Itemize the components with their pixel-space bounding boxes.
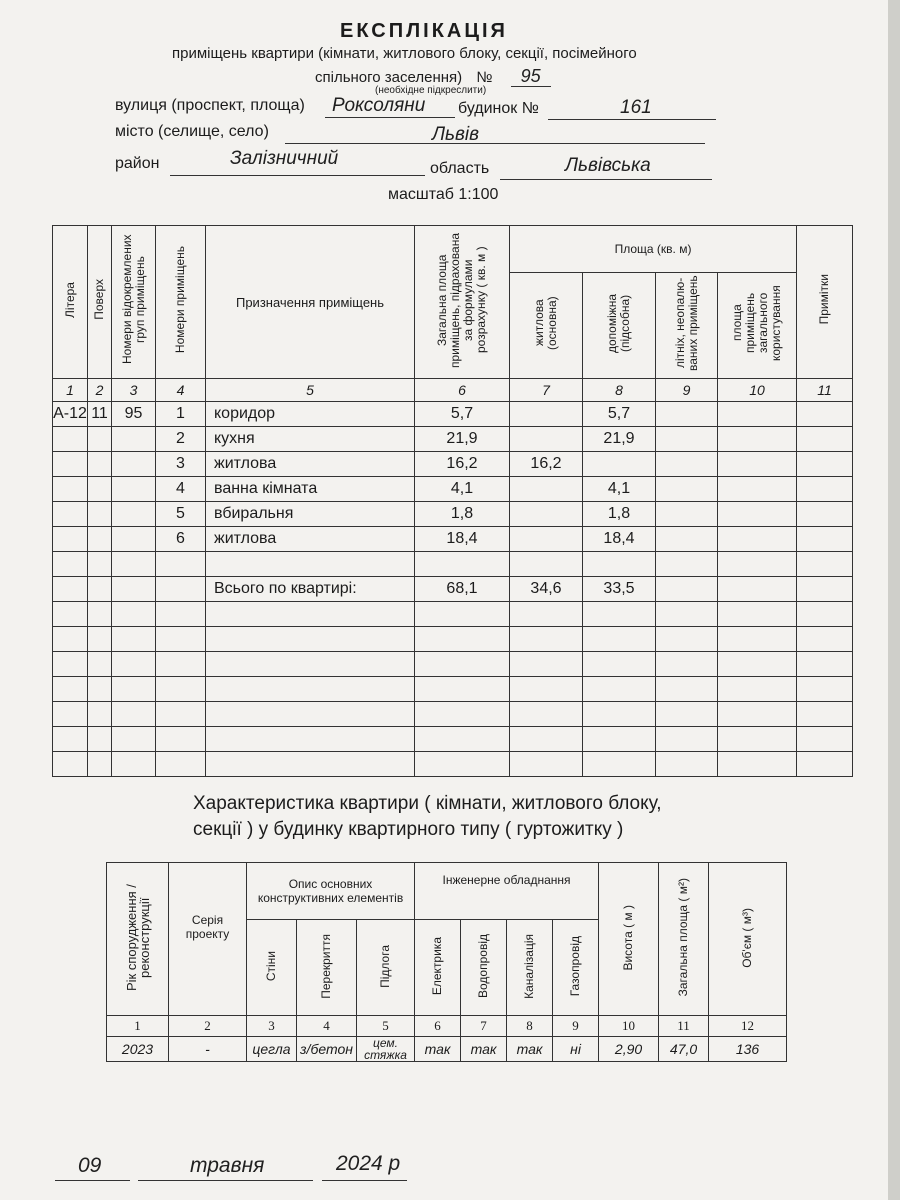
cell-group (112, 427, 156, 452)
col-num: 11 (797, 379, 853, 402)
cell-floor (88, 502, 112, 527)
table-cell (656, 677, 718, 702)
table-cell (415, 602, 510, 627)
cell-litera (53, 452, 88, 477)
header-walls: Стіни (247, 920, 297, 1016)
table-cell (88, 577, 112, 602)
table-cell (797, 477, 853, 502)
table-cell (797, 727, 853, 752)
table-cell (415, 752, 510, 777)
col-num: 3 (112, 379, 156, 402)
table-cell (797, 502, 853, 527)
header-gas: Газопровід (553, 920, 599, 1016)
cell-floor (88, 427, 112, 452)
explication-table (52, 225, 853, 777)
table2-values-row (107, 1037, 787, 1062)
header-living: житлова (основна) (510, 273, 583, 379)
table-cell (583, 752, 656, 777)
table-cell (656, 477, 718, 502)
header-common: площа приміщень загального користування (718, 273, 797, 379)
table-cell (206, 602, 415, 627)
header-auxiliary: допоміжна (підсобна) (583, 273, 656, 379)
cell-living: 16,2 (510, 452, 583, 477)
table-cell (510, 752, 583, 777)
table-cell (53, 552, 88, 577)
blank-row (53, 552, 853, 577)
building-value: 161 (620, 97, 652, 118)
table-cell (88, 552, 112, 577)
table-cell (797, 627, 853, 652)
blank-row (53, 752, 853, 777)
col-num: 2 (169, 1016, 247, 1037)
header-notes: Примітки (797, 226, 853, 379)
table-cell (206, 752, 415, 777)
header-structure-group: Опис основних конструктивних елементів (247, 863, 415, 920)
walls-value: цегла (247, 1037, 297, 1062)
table-cell (510, 552, 583, 577)
table-cell (656, 652, 718, 677)
city-value: Львів (432, 124, 480, 145)
table-cell (88, 727, 112, 752)
col-num: 4 (156, 379, 206, 402)
table-cell (415, 727, 510, 752)
table-cell (718, 627, 797, 652)
cell-num: 6 (156, 527, 206, 552)
cell-group (112, 527, 156, 552)
table-cell (718, 477, 797, 502)
col-num: 3 (247, 1016, 297, 1037)
table-cell (415, 552, 510, 577)
table-cell (718, 502, 797, 527)
table-cell (583, 552, 656, 577)
cell-aux: 1,8 (583, 502, 656, 527)
table-row (53, 452, 853, 477)
table-cell (797, 677, 853, 702)
cell-living (510, 427, 583, 452)
table-cell (718, 677, 797, 702)
cell-living (510, 477, 583, 502)
date-month: травня (190, 1154, 265, 1177)
total-living: 34,6 (510, 577, 583, 602)
table-cell (583, 702, 656, 727)
volume-value: 136 (709, 1037, 787, 1062)
header-room-numbers: Номери приміщень (156, 226, 206, 379)
table2-number-row (107, 1016, 787, 1037)
table-cell (112, 627, 156, 652)
col-num: 1 (53, 379, 88, 402)
date-year: 2024 р (336, 1152, 401, 1175)
header-sewer: Каналізація (507, 920, 553, 1016)
table-cell (112, 702, 156, 727)
table-cell (656, 602, 718, 627)
table-cell (797, 552, 853, 577)
header-purpose: Призначення приміщень (206, 226, 415, 379)
gas-value: ні (553, 1037, 599, 1062)
table-cell (718, 452, 797, 477)
table-cell (156, 727, 206, 752)
number-label: № (476, 69, 493, 86)
header-series: Серія проекту (169, 863, 247, 1016)
cell-group: 95 (112, 402, 156, 427)
street-value: Роксоляни (332, 95, 426, 116)
table-cell (510, 602, 583, 627)
cell-litera (53, 502, 88, 527)
header-area-group: Площа (кв. м) (510, 226, 797, 273)
cell-purpose: ванна кімната (206, 477, 415, 502)
region-value: Львівська (565, 155, 651, 176)
table-cell (88, 602, 112, 627)
header-engineering-group: Інженерне обладнання (415, 863, 599, 920)
table-cell (156, 577, 206, 602)
cell-aux: 5,7 (583, 402, 656, 427)
cell-living (510, 502, 583, 527)
sewer-value: так (507, 1037, 553, 1062)
col-num: 2 (88, 379, 112, 402)
col-num: 5 (357, 1016, 415, 1037)
floors-value: з/бетон (297, 1037, 357, 1062)
cell-num: 3 (156, 452, 206, 477)
header-line-1: приміщень квартири (кімнати, житлового блоку, секції, посімейного (172, 45, 637, 62)
total-aux: 33,5 (583, 577, 656, 602)
table-cell (415, 677, 510, 702)
underline-note: (необхідне підкреслити) (375, 85, 487, 96)
header-floors: Перекриття (297, 920, 357, 1016)
date-day-underline (55, 1180, 130, 1181)
table-cell (156, 752, 206, 777)
column-number-row (53, 379, 853, 402)
scale-label: масштаб 1:100 (388, 186, 499, 203)
document-title: ЕКСПЛІКАЦІЯ (340, 20, 508, 42)
table-cell (206, 677, 415, 702)
table-cell (112, 727, 156, 752)
col-num: 7 (461, 1016, 507, 1037)
cell-floor (88, 452, 112, 477)
table-cell (797, 752, 853, 777)
building-underline (548, 119, 716, 120)
table-cell (656, 727, 718, 752)
cell-group (112, 477, 156, 502)
table-cell (656, 402, 718, 427)
table-cell (206, 627, 415, 652)
table-cell (112, 652, 156, 677)
date-day: 09 (78, 1154, 102, 1177)
table-cell (656, 502, 718, 527)
table-cell (718, 702, 797, 727)
cell-litera (53, 527, 88, 552)
apartment-number: 95 (511, 66, 551, 87)
table-cell (718, 727, 797, 752)
cell-num: 5 (156, 502, 206, 527)
blank-row (53, 677, 853, 702)
characteristic-title-line-2: секції ) у будинку квартирного типу ( гуртожитку ) (193, 819, 624, 840)
header-water: Водопровід (461, 920, 507, 1016)
header-floor: Поверх (88, 226, 112, 379)
cell-num: 1 (156, 402, 206, 427)
series-value: - (169, 1037, 247, 1062)
cell-group (112, 502, 156, 527)
street-label: вулиця (проспект, площа) (115, 97, 305, 114)
blank-row (53, 702, 853, 727)
cell-aux: 21,9 (583, 427, 656, 452)
cell-total: 21,9 (415, 427, 510, 452)
table-cell (583, 602, 656, 627)
table-cell (656, 577, 718, 602)
table-cell (88, 752, 112, 777)
table-cell (156, 702, 206, 727)
table-cell (88, 677, 112, 702)
table-cell (656, 427, 718, 452)
district-label: район (115, 155, 160, 172)
table-cell (797, 527, 853, 552)
table-cell (583, 652, 656, 677)
header-volume: Об'єм ( м³) (709, 863, 787, 1016)
table-cell (718, 752, 797, 777)
header-total-area: Загальна площа приміщень, підрахована за формулами розрахунку ( кв. м ) (415, 226, 510, 379)
total-row (53, 577, 853, 602)
cell-purpose: житлова (206, 452, 415, 477)
table-cell (53, 627, 88, 652)
table-cell (656, 627, 718, 652)
table-cell (510, 677, 583, 702)
cell-litera (53, 427, 88, 452)
table-cell (797, 452, 853, 477)
table-cell (797, 427, 853, 452)
header-group-numbers: Номери відокремлених груп приміщень (112, 226, 156, 379)
table-cell (112, 677, 156, 702)
col-num: 9 (553, 1016, 599, 1037)
electric-value: так (415, 1037, 461, 1062)
city-label: місто (селище, село) (115, 123, 269, 140)
col-num: 1 (107, 1016, 169, 1037)
col-num: 8 (583, 379, 656, 402)
table-cell (53, 577, 88, 602)
table-cell (53, 752, 88, 777)
table-cell (656, 752, 718, 777)
date-year-underline (322, 1180, 407, 1181)
col-num: 10 (718, 379, 797, 402)
col-num: 6 (415, 1016, 461, 1037)
area-value: 47,0 (659, 1037, 709, 1062)
table-cell (656, 702, 718, 727)
table-cell (88, 652, 112, 677)
cell-total: 1,8 (415, 502, 510, 527)
table-cell (718, 427, 797, 452)
table-cell (53, 652, 88, 677)
header-height: Висота ( м ) (599, 863, 659, 1016)
table-cell (53, 727, 88, 752)
blank-row (53, 627, 853, 652)
table-cell (415, 627, 510, 652)
district-value: Залізничний (230, 148, 339, 169)
col-num: 12 (709, 1016, 787, 1037)
cell-aux (583, 452, 656, 477)
col-num: 10 (599, 1016, 659, 1037)
height-value: 2,90 (599, 1037, 659, 1062)
street-underline (325, 117, 455, 118)
cell-purpose: вбиральня (206, 502, 415, 527)
table-cell (88, 702, 112, 727)
cell-total: 18,4 (415, 527, 510, 552)
header-flooring: Підлога (357, 920, 415, 1016)
table-cell (206, 727, 415, 752)
cell-aux: 18,4 (583, 527, 656, 552)
table-cell (510, 627, 583, 652)
table-cell (112, 552, 156, 577)
cell-litera: А-12 (53, 402, 88, 427)
header-year: Рік спорудження / реконструкції (107, 863, 169, 1016)
table-cell (206, 552, 415, 577)
water-value: так (461, 1037, 507, 1062)
cell-litera (53, 477, 88, 502)
table-cell (718, 652, 797, 677)
table-cell (656, 452, 718, 477)
header-line-2 (315, 66, 551, 87)
blank-row (53, 602, 853, 627)
table-row (53, 527, 853, 552)
table-cell (718, 552, 797, 577)
total-label: Всього по квартирі: (206, 577, 415, 602)
col-num: 8 (507, 1016, 553, 1037)
cell-living (510, 402, 583, 427)
table-cell (112, 602, 156, 627)
region-underline (500, 179, 712, 180)
characteristic-title-line-1: Характеристика квартири ( кімнати, житлового блоку, (193, 793, 662, 814)
table-cell (156, 602, 206, 627)
table-cell (206, 652, 415, 677)
building-label: будинок № (458, 100, 539, 117)
col-num: 6 (415, 379, 510, 402)
cell-purpose: житлова (206, 527, 415, 552)
year-value: 2023 (107, 1037, 169, 1062)
header-summer: літніх, неопалю- ваних приміщень (656, 273, 718, 379)
table-cell (797, 602, 853, 627)
table-cell (718, 602, 797, 627)
blank-row (53, 652, 853, 677)
cell-floor (88, 527, 112, 552)
city-underline (285, 143, 705, 144)
table-cell (88, 627, 112, 652)
cell-num: 2 (156, 427, 206, 452)
cell-floor (88, 477, 112, 502)
cell-purpose: кухня (206, 427, 415, 452)
table-cell (718, 402, 797, 427)
cell-total: 16,2 (415, 452, 510, 477)
region-label: область (430, 160, 490, 177)
table-cell (415, 652, 510, 677)
header-area: Загальна площа ( м²) (659, 863, 709, 1016)
table-cell (156, 552, 206, 577)
characteristic-table (106, 862, 787, 1062)
col-num: 5 (206, 379, 415, 402)
table-cell (718, 527, 797, 552)
cell-purpose: коридор (206, 402, 415, 427)
table-row (53, 427, 853, 452)
table-cell (510, 727, 583, 752)
header-line-2-text: спільного заселення) (315, 69, 463, 86)
district-underline (170, 175, 425, 176)
cell-living (510, 527, 583, 552)
cell-aux: 4,1 (583, 477, 656, 502)
header-electric: Електрика (415, 920, 461, 1016)
date-month-underline (138, 1180, 313, 1181)
table-cell (797, 402, 853, 427)
page-edge (888, 0, 900, 1200)
col-num: 11 (659, 1016, 709, 1037)
cell-group (112, 452, 156, 477)
cell-total: 4,1 (415, 477, 510, 502)
table-cell (656, 552, 718, 577)
table-cell (53, 602, 88, 627)
table-cell (156, 627, 206, 652)
table-cell (53, 677, 88, 702)
col-num: 7 (510, 379, 583, 402)
table-row (53, 502, 853, 527)
table-cell (53, 702, 88, 727)
table-cell (797, 702, 853, 727)
col-num: 4 (297, 1016, 357, 1037)
col-num: 9 (656, 379, 718, 402)
table-cell (510, 702, 583, 727)
table-cell (583, 727, 656, 752)
table-cell (797, 652, 853, 677)
cell-floor: 11 (88, 402, 112, 427)
table-cell (156, 652, 206, 677)
cell-total: 5,7 (415, 402, 510, 427)
table-row (53, 402, 853, 427)
table-row (53, 477, 853, 502)
table-cell (415, 702, 510, 727)
header-litera: Літера (53, 226, 88, 379)
total-area: 68,1 (415, 577, 510, 602)
cell-num: 4 (156, 477, 206, 502)
table-cell (656, 527, 718, 552)
table-cell (206, 702, 415, 727)
table-cell (797, 577, 853, 602)
blank-row (53, 727, 853, 752)
table-cell (583, 677, 656, 702)
table-cell (112, 577, 156, 602)
flooring-value: цем. стяжка (357, 1037, 415, 1062)
table-cell (510, 652, 583, 677)
table-cell (718, 577, 797, 602)
table-cell (156, 677, 206, 702)
table-cell (583, 627, 656, 652)
table-cell (112, 752, 156, 777)
